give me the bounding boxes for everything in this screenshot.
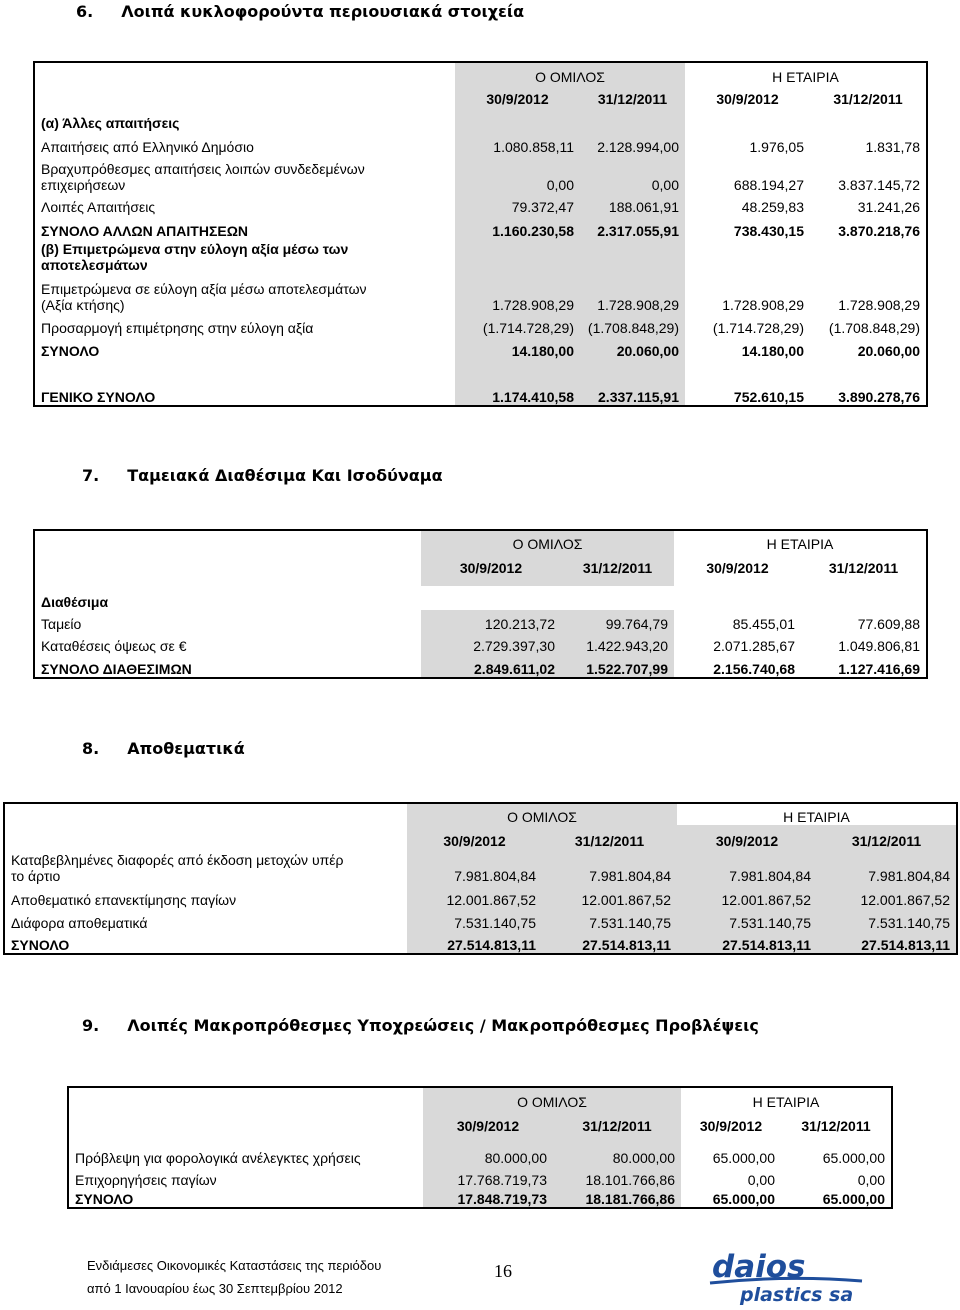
value-cell: 0,00 — [857, 1172, 885, 1188]
value-cell: 0,00 — [747, 1172, 775, 1188]
header-date: 30/9/2012 — [706, 560, 769, 576]
value-cell: 1.728.908,29 — [838, 297, 920, 313]
value-cell: 77.609,88 — [857, 616, 920, 632]
table-row — [5, 908, 956, 931]
row-label — [35, 632, 421, 654]
section-number: 9. — [82, 1016, 100, 1035]
value-cell: 2.849.611,02 — [421, 654, 561, 677]
header-group: Ο ΟΜΙΛΟΣ — [421, 531, 674, 552]
value-cell: 120.213,72 — [421, 610, 561, 632]
header-date: 31/12/2011 — [542, 825, 677, 849]
blank-cell — [455, 107, 580, 131]
value-cell: 7.531.140,75 — [677, 908, 817, 931]
row-label — [69, 1188, 423, 1207]
value-cell: 20.060,00 — [857, 343, 920, 359]
header-company: Η ΕΤΑΙΡΙΑ — [766, 536, 834, 552]
value-cell: 2.156.740,68 — [713, 661, 795, 677]
header-date: 30/9/2012 — [716, 91, 779, 107]
header-date: 31/12/2011 — [553, 1110, 681, 1134]
value-cell: 18.181.766,86 — [553, 1188, 681, 1207]
table-row — [35, 586, 926, 610]
value-cell: 17.768.719,73 — [423, 1166, 553, 1188]
value-cell: 2.337.115,91 — [580, 383, 685, 405]
row-label — [5, 849, 407, 884]
table-row — [35, 155, 926, 193]
header-company: Η ΕΤΑΙΡΙΑ — [752, 1094, 820, 1110]
value-cell: 2.071.285,67 — [713, 638, 795, 654]
value-cell: 27.514.813,11 — [677, 931, 817, 953]
row-label-line: Λοιπές Απαιτήσεις — [41, 199, 156, 215]
section-title: Αποθεματικά — [127, 739, 245, 758]
header-date: 31/12/2011 — [801, 1118, 871, 1134]
other-receivables-table — [33, 61, 928, 407]
footer-period-line2: από 1 Ιανουαρίου έως 30 Σεπτεμβρίου 2012 — [87, 1281, 343, 1296]
value-cell: (1.708.848,29) — [828, 320, 920, 336]
row-label-line: ΣΥΝΟΛΟ — [75, 1191, 134, 1207]
row-label-line: ΣΥΝΟΛΟ — [11, 937, 70, 953]
table-row — [69, 1144, 891, 1166]
cash-table — [33, 529, 928, 679]
company-logo — [706, 1247, 866, 1305]
value-cell: 7.981.804,84 — [817, 849, 956, 884]
value-cell: 65.000,00 — [712, 1150, 775, 1166]
table-row — [35, 131, 926, 155]
header-group: Ο ΟΜΙΛΟΣ — [423, 1088, 681, 1110]
value-cell: 2.317.055,91 — [580, 215, 685, 239]
table-row — [69, 1088, 891, 1110]
table-row — [35, 313, 926, 336]
value-cell: 14.180,00 — [741, 343, 804, 359]
row-label — [35, 654, 421, 677]
value-cell: 7.531.140,75 — [407, 908, 542, 931]
header-date: 31/12/2011 — [561, 552, 674, 576]
table-row — [35, 63, 926, 85]
blank-cell — [580, 239, 685, 273]
section-title: Λοιπές Μακροπρόθεσμες Υποχρεώσεις / Μακροπρόθεσμες Προβλέψεις — [127, 1016, 759, 1035]
table-row — [5, 884, 956, 908]
header-date: 30/9/2012 — [423, 1110, 553, 1134]
row-label-line: Πρόβλεψη για φορολογικά ανέλεγκτες χρήσεις — [75, 1150, 361, 1166]
table-row — [35, 383, 926, 405]
value-cell: 99.764,79 — [561, 610, 674, 632]
table-row — [35, 239, 926, 273]
value-cell: 80.000,00 — [553, 1144, 681, 1166]
row-label — [69, 1144, 423, 1166]
value-cell: 48.259,83 — [741, 199, 804, 215]
blank-cell — [423, 1134, 553, 1144]
row-label-line: ΓΕΝΙΚΟ ΣΥΝΟΛΟ — [41, 389, 156, 405]
value-cell: 14.180,00 — [455, 336, 580, 359]
row-label — [5, 931, 407, 953]
row-label — [35, 313, 455, 336]
blank-cell — [455, 239, 580, 273]
row-label-line: Επιμετρώμενα σε εύλογη αξία μέσω αποτελεσμάτων — [41, 281, 367, 297]
section-title: Ταμειακά Διαθέσιμα Και Ισοδύναμα — [127, 466, 443, 485]
logo-word-plastics: plastics sa — [740, 1284, 854, 1305]
table-row — [35, 552, 926, 576]
table-row — [69, 1166, 891, 1188]
table-row — [69, 1134, 891, 1144]
table-row — [35, 336, 926, 359]
table-row — [69, 1110, 891, 1134]
value-cell: 79.372,47 — [455, 193, 580, 215]
row-label — [69, 1166, 423, 1188]
row-label-line: το άρτιο — [11, 868, 61, 884]
value-cell: 20.060,00 — [580, 336, 685, 359]
section-6-heading — [76, 2, 524, 21]
value-cell: 12.001.867,52 — [407, 884, 542, 908]
value-cell: 27.514.813,11 — [407, 931, 542, 953]
value-cell: 738.430,15 — [733, 223, 804, 239]
header-date: 31/12/2011 — [817, 825, 956, 849]
row-label-line: ΣΥΝΟΛΟ ΔΙΑΘΕΣΙΜΩΝ — [41, 661, 192, 677]
row-label — [35, 336, 455, 359]
header-date: 31/12/2011 — [833, 91, 903, 107]
value-cell: 0,00 — [455, 155, 580, 193]
value-cell: 2.729.397,30 — [421, 632, 561, 654]
long-term-liabilities-table — [67, 1086, 893, 1209]
value-cell: 17.848.719,73 — [423, 1188, 553, 1207]
page-number: 16 — [494, 1261, 512, 1281]
section-8-heading — [82, 739, 245, 758]
value-cell: 27.514.813,11 — [542, 931, 677, 953]
value-cell: 85.455,01 — [732, 616, 795, 632]
value-cell: 3.837.145,72 — [838, 177, 920, 193]
value-cell: (1.714.728,29) — [712, 320, 804, 336]
blank-cell — [553, 1134, 681, 1144]
value-cell: 188.061,91 — [580, 193, 685, 215]
section-title: Λοιπά κυκλοφορούντα περιουσιακά στοιχεία — [121, 2, 525, 21]
row-label-line: Καταθέσεις όψεως σε € — [41, 638, 187, 654]
value-cell: 3.870.218,76 — [838, 223, 920, 239]
value-cell: 7.981.804,84 — [677, 849, 817, 884]
row-label — [5, 884, 407, 908]
header-date: 30/9/2012 — [677, 825, 817, 849]
value-cell: 1.127.416,69 — [838, 661, 920, 677]
row-label — [35, 215, 455, 239]
value-cell: 1.728.908,29 — [455, 273, 580, 313]
value-cell: 1.728.908,29 — [722, 297, 804, 313]
blank-cell — [561, 576, 674, 586]
value-cell: 7.981.804,84 — [542, 849, 677, 884]
row-label — [35, 383, 455, 405]
row-label-line: Ταμείο — [41, 616, 82, 632]
value-cell: 1.522.707,99 — [561, 654, 674, 677]
section-number: 8. — [82, 739, 100, 758]
row-label — [35, 610, 421, 632]
row-label-line: Απαιτήσεις από Ελληνικό Δημόσιο — [41, 139, 254, 155]
row-label-line: ΣΥΝΟΛΟ ΑΛΛΩΝ ΑΠΑΙΤΗΣΕΩΝ — [41, 223, 249, 239]
value-cell: 0,00 — [580, 155, 685, 193]
table-row — [35, 654, 926, 677]
table-row — [35, 273, 926, 313]
row-label — [5, 908, 407, 931]
value-cell: 18.101.766,86 — [553, 1166, 681, 1188]
section-subtitle: Διαθέσιμα — [41, 594, 109, 610]
value-cell: 12.001.867,52 — [542, 884, 677, 908]
row-label-line: (Αξία κτήσης) — [41, 297, 125, 313]
row-label-line: Προσαρμογή επιμέτρησης στην εύλογη αξία — [41, 320, 314, 336]
table-row — [35, 85, 926, 107]
header-group: Ο ΟΜΙΛΟΣ — [455, 63, 685, 85]
table-row — [35, 610, 926, 632]
value-cell: 2.128.994,00 — [580, 131, 685, 155]
value-cell: 7.981.804,84 — [407, 849, 542, 884]
value-cell: 7.531.140,75 — [542, 908, 677, 931]
value-cell: 1.160.230,58 — [455, 215, 580, 239]
table-row — [35, 215, 926, 239]
row-label — [35, 155, 455, 193]
header-date: 30/9/2012 — [407, 825, 542, 849]
value-cell: (1.708.848,29) — [580, 313, 685, 336]
row-label — [35, 193, 455, 215]
value-cell: 7.531.140,75 — [817, 908, 956, 931]
value-cell: 688.194,27 — [733, 177, 804, 193]
value-cell: 1.976,05 — [749, 139, 804, 155]
table-row — [5, 931, 956, 953]
value-cell: 1.174.410,58 — [455, 383, 580, 405]
blank-cell — [580, 359, 685, 383]
value-cell: 31.241,26 — [857, 199, 920, 215]
value-cell: 752.610,15 — [733, 389, 804, 405]
header-date: 31/12/2011 — [828, 560, 899, 576]
header-date: 31/12/2011 — [580, 85, 685, 107]
table-row — [5, 849, 956, 884]
value-cell: (1.714.728,29) — [455, 313, 580, 336]
table-row — [35, 107, 926, 131]
row-label-line: Διάφορα αποθεματικά — [11, 915, 148, 931]
footer-period-line1: Ενδιάμεσες Οικονομικές Καταστάσεις της περιόδου — [87, 1258, 382, 1273]
logo-graphic — [706, 1247, 866, 1305]
section-subtitle: (α) Άλλες απαιτήσεις — [41, 115, 180, 131]
row-label-line: ΣΥΝΟΛΟ — [41, 343, 100, 359]
section-9-heading — [82, 1016, 759, 1035]
table-row — [5, 825, 956, 849]
value-cell: 1.422.943,20 — [561, 632, 674, 654]
row-label-line: Αποθεματικό επανεκτίμησης παγίων — [11, 892, 237, 908]
subtitle-line: (β) Επιμετρώμενα στην εύλογη αξία μέσω των — [41, 241, 349, 257]
value-cell: 1.728.908,29 — [580, 273, 685, 313]
table-row — [35, 531, 926, 552]
table-row — [69, 1188, 891, 1207]
header-company: Η ΕΤΑΙΡΙΑ — [772, 69, 839, 85]
header-date: 30/9/2012 — [421, 552, 561, 576]
value-cell: 1.080.858,11 — [455, 131, 580, 155]
row-label-line: Βραχυπρόθεσμες απαιτήσεις λοιπών συνδεδεμένων — [41, 161, 365, 177]
table-row — [35, 359, 926, 383]
row-label — [35, 273, 455, 313]
subtitle-line: αποτελεσμάτων — [41, 257, 148, 273]
table-row — [5, 804, 956, 825]
table-row — [35, 632, 926, 654]
value-cell: 65.000,00 — [822, 1150, 885, 1166]
header-group: Ο ΟΜΙΛΟΣ — [407, 804, 677, 825]
value-cell: 3.890.278,76 — [838, 389, 920, 405]
header-company: Η ΕΤΑΙΡΙΑ — [783, 809, 850, 825]
header-date: 30/9/2012 — [455, 85, 580, 107]
value-cell: 12.001.867,52 — [817, 884, 956, 908]
blank-cell — [421, 576, 561, 586]
blank-cell — [580, 107, 685, 131]
blank-cell — [455, 359, 580, 383]
section-7-heading — [82, 466, 443, 485]
value-cell: 1.049.806,81 — [838, 638, 920, 654]
table-row — [35, 193, 926, 215]
section-number: 7. — [82, 466, 100, 485]
value-cell: 27.514.813,11 — [817, 931, 956, 953]
section-subtitle — [35, 239, 455, 273]
logo-word-daios: daios — [712, 1249, 806, 1285]
value-cell: 65.000,00 — [822, 1191, 885, 1207]
value-cell: 1.831,78 — [865, 139, 920, 155]
table-row — [35, 576, 926, 586]
value-cell: 65.000,00 — [712, 1191, 775, 1207]
row-label — [35, 131, 455, 155]
section-number: 6. — [76, 2, 94, 21]
row-label-line: Επιχορηγήσεις παγίων — [75, 1172, 217, 1188]
row-label-line: Καταβεβλημένες διαφορές από έκδοση μετοχών υπέρ — [11, 852, 344, 868]
reserves-table — [3, 802, 958, 955]
header-date: 30/9/2012 — [699, 1118, 763, 1134]
row-label-line: επιχειρήσεων — [41, 177, 126, 193]
value-cell: 80.000,00 — [423, 1144, 553, 1166]
value-cell: 12.001.867,52 — [677, 884, 817, 908]
